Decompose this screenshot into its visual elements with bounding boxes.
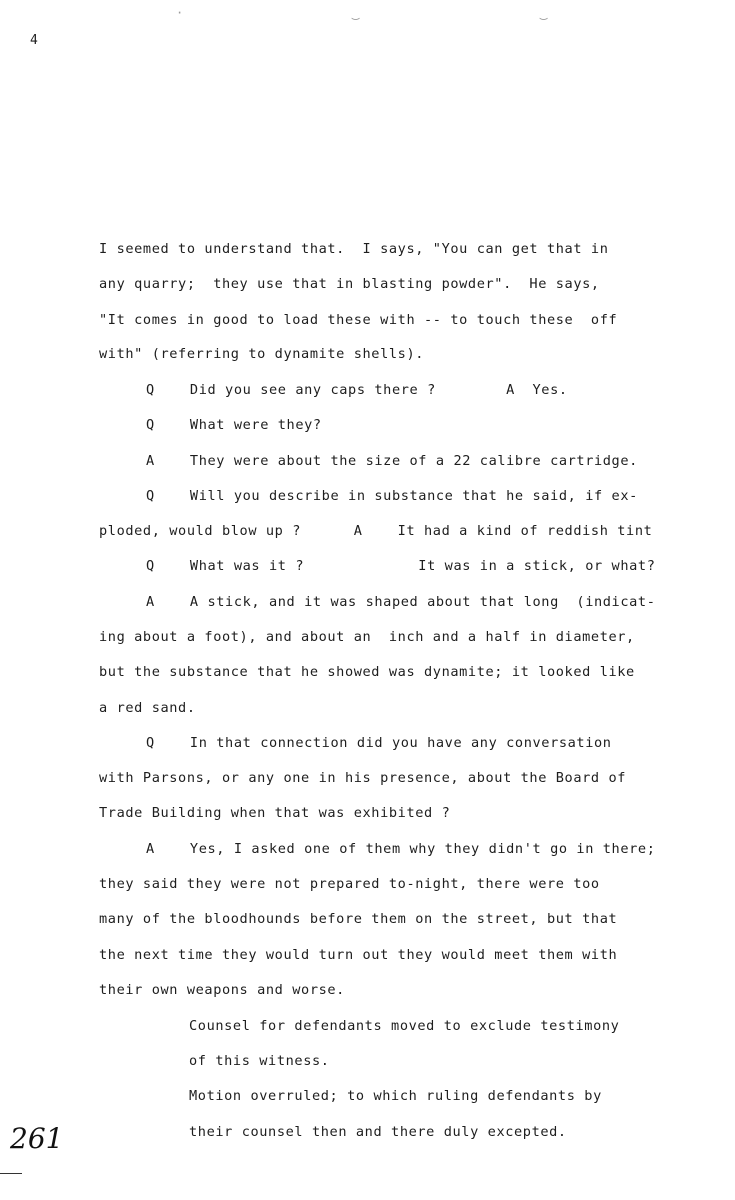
text-line: their counsel then and there duly excepted. xyxy=(189,1124,567,1140)
text-line: the next time they would turn out they would meet them with xyxy=(99,947,618,963)
page-number: 4 xyxy=(30,33,38,48)
text-line: of this witness. xyxy=(189,1053,330,1069)
scan-speck: ‿ xyxy=(540,6,548,20)
text-line: but the substance that he showed was dynamite; it looked like xyxy=(99,664,635,680)
text-line: Q In that connection did you have any conversation xyxy=(146,735,612,751)
text-line: A Yes, I asked one of them why they didn't go in there; xyxy=(146,841,656,857)
handwritten-page-number: 261 xyxy=(10,1122,64,1155)
text-line: with" (referring to dynamite shells). xyxy=(99,346,425,362)
text-line: they said they were not prepared to-night, there were too xyxy=(99,876,600,892)
text-line: "It comes in good to load these with -- to touch these off xyxy=(99,312,618,328)
text-line: ploded, would blow up ? A It had a kind of reddish tint xyxy=(99,523,653,539)
text-line: many of the bloodhounds before them on the street, but that xyxy=(99,911,618,927)
text-line: ing about a foot), and about an inch and a half in diameter, xyxy=(99,629,635,645)
text-line: A They were about the size of a 22 calibre cartridge. xyxy=(146,453,638,469)
text-line: with Parsons, or any one in his presence, about the Board of xyxy=(99,770,627,786)
text-line: Q What was it ? It was in a stick, or what? xyxy=(146,558,656,574)
text-line: Counsel for defendants moved to exclude testimony xyxy=(189,1018,620,1034)
text-line: Q What were they? xyxy=(146,417,322,433)
text-line: any quarry; they use that in blasting powder". He says, xyxy=(99,276,600,292)
text-line: Motion overruled; to which ruling defendants by xyxy=(189,1088,602,1104)
scan-speck: · xyxy=(176,6,184,20)
text-line: their own weapons and worse. xyxy=(99,982,345,998)
text-line: I seemed to understand that. I says, "You can get that in xyxy=(99,241,609,257)
text-line: Q Did you see any caps there ? A Yes. xyxy=(146,382,568,398)
text-line: Q Will you describe in substance that he said, if ex- xyxy=(146,488,638,504)
margin-mark xyxy=(0,1173,22,1174)
text-line: A A stick, and it was shaped about that long (indicat- xyxy=(146,594,656,610)
scan-speck: ‿ xyxy=(352,6,360,20)
text-line: a red sand. xyxy=(99,700,196,716)
text-line: Trade Building when that was exhibited ? xyxy=(99,805,451,821)
